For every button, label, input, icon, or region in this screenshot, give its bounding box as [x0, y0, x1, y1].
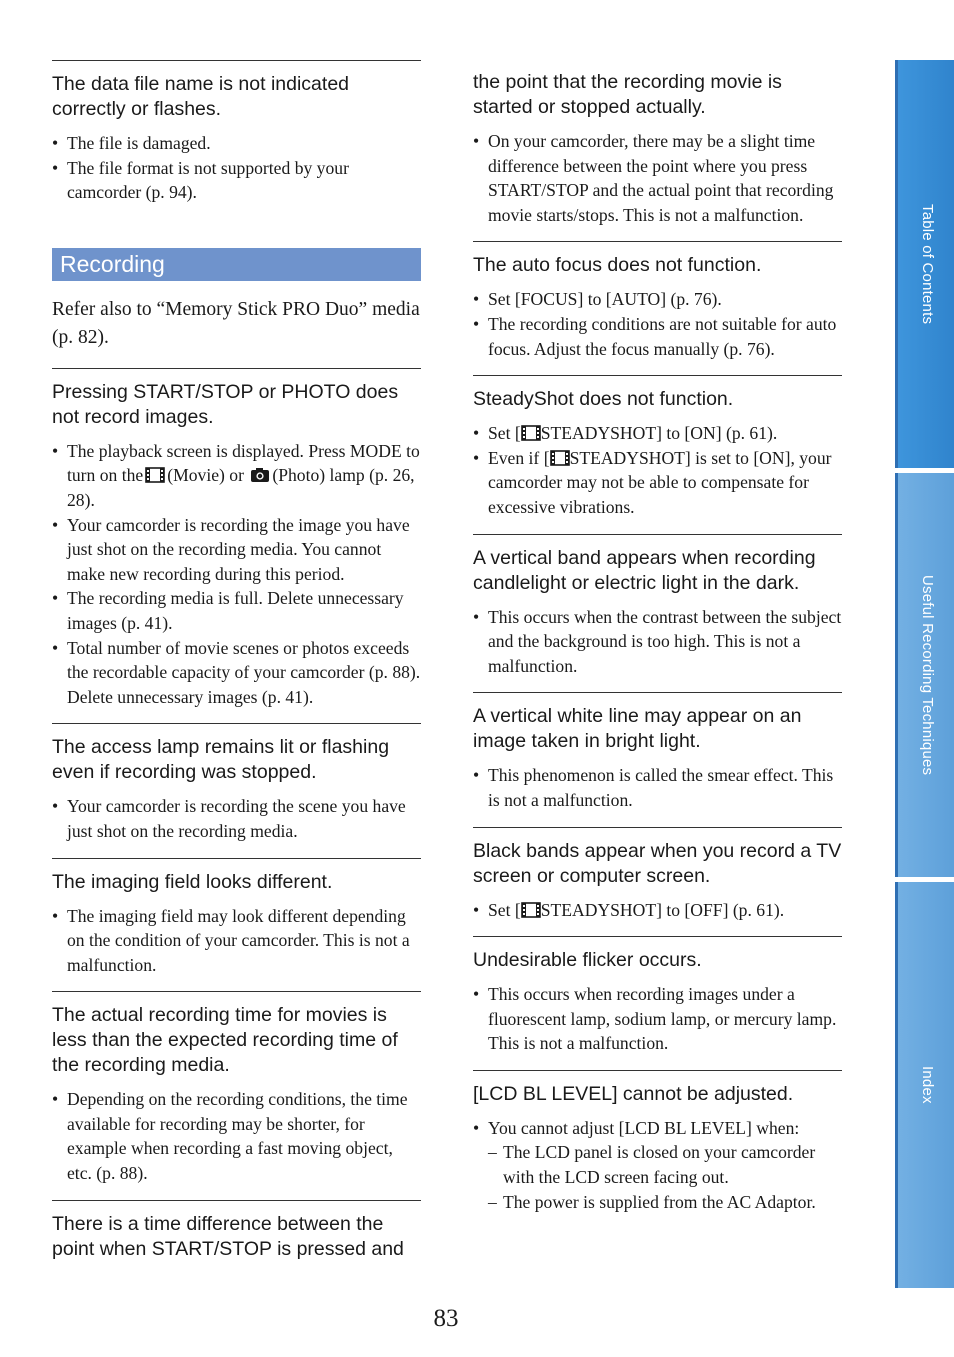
trouble-section [473, 936, 842, 1070]
section-heading: Black bands appear when you record a TV screen or computer screen. [473, 839, 842, 887]
steadyshot-movie-icon [550, 450, 570, 466]
bullet-list [52, 904, 421, 978]
steadyshot-movie-icon [521, 902, 541, 918]
list-item: • This occurs when the contrast between the subject and the background is too high. This is not a malfunction. [473, 605, 842, 679]
bullet-list [473, 605, 842, 679]
list-item [473, 446, 842, 520]
page-number-text: 83 [433, 1305, 459, 1332]
list-item: • This occurs when recording images under a fluorescent lamp, sodium lamp, or mercury lamp. This is not a malfunction. [473, 982, 842, 1056]
recording-section-banner: Recording [52, 248, 421, 281]
section-heading: the point that the recording movie is started or stopped actually. [473, 71, 782, 118]
list-item: • Set [FOCUS] to [AUTO] (p. 76). [473, 287, 842, 312]
list-item [52, 439, 421, 513]
page-number [0, 1305, 892, 1333]
trouble-section [52, 1200, 421, 1285]
section-heading: The imaging field looks different. [52, 870, 333, 893]
section-heading: The auto focus does not function. [473, 254, 762, 277]
trouble-section [473, 375, 842, 533]
tab-label: Index [919, 1066, 936, 1104]
bullet-list [52, 794, 421, 843]
section-heading: Pressing START/STOP or PHOTO does not record images. [52, 380, 399, 428]
list-item: • On your camcorder, there may be a slight time difference between the point where you press START/STOP and the actual point that recording movie starts/stops. This is not a malfunction. [473, 129, 842, 227]
refer-note: Refer also to “Memory Stick PRO Duo” media (p. 82). [52, 298, 420, 348]
sub-list-item: – The power is supplied from the AC Adaptor. [488, 1190, 842, 1215]
bullet-list [52, 131, 421, 205]
item-text: You cannot adjust [LCD BL LEVEL] when: [488, 1117, 800, 1138]
list-item [473, 421, 842, 446]
item-text: STEADYSHOT] to [ON] (p. 61). [540, 423, 778, 444]
section-heading: The access lamp remains lit or flashing even if recording was stopped. [52, 736, 390, 784]
trouble-section [473, 692, 842, 826]
trouble-section [473, 1070, 842, 1228]
sub-list [488, 1140, 842, 1214]
list-item: • Depending on the recording conditions, the time available for recording may be shorter, for example when recording a fast moving object, etc. (p. 88). [52, 1087, 421, 1185]
tab-label: Useful Recording Techniques [919, 574, 936, 776]
left-column [52, 60, 421, 1285]
bullet-list [473, 898, 842, 923]
list-item [473, 1116, 842, 1214]
trouble-section [52, 368, 421, 724]
section-heading: The data file name is not indicated correctly or flashes. [52, 73, 350, 120]
list-item: • Total number of movie scenes or photos exceeds the recordable capacity of your camcorder (p. 88). Delete unnecessary images (p. 41). [52, 636, 421, 710]
sub-list-item: – The LCD panel is closed on your camcorder with the LCD screen facing out. [488, 1140, 842, 1189]
list-item: • The imaging field may look different depending on the condition of your camcorder. This is not a malfunction. [52, 904, 421, 978]
trouble-section [473, 60, 842, 241]
item-text: Even if [ [488, 447, 550, 468]
item-text: Set [ [488, 423, 521, 444]
list-item: • Your camcorder is recording the image you have just shot on the recording media. You cannot make new recording during this period. [52, 513, 421, 587]
section-heading: There is a time difference between the point when START/STOP is pressed and [52, 1212, 404, 1260]
tab-useful-recording-techniques[interactable] [895, 473, 954, 877]
item-text: STEADYSHOT] to [OFF] (p. 61). [540, 899, 785, 920]
section-heading: The actual recording time for movies is less than the expected recording time of the recording media. [52, 1004, 398, 1077]
camera-icon [250, 467, 270, 483]
bullet-list [52, 439, 421, 710]
bullet-list [473, 129, 842, 227]
tab-table-of-contents[interactable] [895, 60, 954, 468]
section-heading: [LCD BL LEVEL] cannot be adjusted. [473, 1082, 794, 1105]
section-heading: A vertical band appears when recording candlelight or electric light in the dark. [473, 546, 816, 594]
trouble-section [52, 723, 421, 857]
bullet-list [473, 763, 842, 812]
section-heading: SteadyShot does not function. [473, 388, 734, 411]
tab-label: Table of Contents [919, 203, 936, 325]
item-text: (Photo) lamp (p. 26, 28). [67, 465, 415, 510]
tab-index[interactable] [895, 882, 954, 1288]
bullet-list [473, 1116, 842, 1214]
list-item: • The recording conditions are not suitable for auto focus. Adjust the focus manually (p. 76). [473, 312, 842, 361]
bullet-list [473, 287, 842, 361]
item-text: The playback screen is displayed. Press MODE to turn on the [67, 440, 420, 486]
bullet-list [473, 421, 842, 519]
list-item [473, 898, 842, 923]
item-text: STEADYSHOT] is set to [ON], your camcorder may not be able to compensate for excessive vibrations. [488, 447, 832, 517]
right-column [473, 60, 842, 1228]
item-text: Set [ [488, 899, 521, 920]
trouble-section [52, 60, 421, 219]
trouble-section [52, 858, 421, 992]
list-item: • The recording media is full. Delete unnecessary images (p. 41). [52, 586, 421, 635]
list-item: • Your camcorder is recording the scene you have just shot on the recording media. [52, 794, 421, 843]
list-item: • The file format is not supported by your camcorder (p. 94). [52, 156, 421, 205]
trouble-section [473, 827, 842, 937]
trouble-section [473, 534, 842, 693]
bullet-list [52, 1087, 421, 1185]
steadyshot-movie-icon [521, 425, 541, 441]
bullet-list [473, 982, 842, 1056]
list-item: • The file is damaged. [52, 131, 421, 156]
movie-icon [145, 467, 165, 483]
trouble-section [52, 991, 421, 1199]
section-heading: Undesirable flicker occurs. [473, 949, 702, 972]
trouble-section [473, 241, 842, 375]
section-heading: A vertical white line may appear on an image taken in bright light. [473, 705, 802, 753]
list-item: • This phenomenon is called the smear effect. This is not a malfunction. [473, 763, 842, 812]
item-text: (Movie) or [167, 465, 244, 486]
